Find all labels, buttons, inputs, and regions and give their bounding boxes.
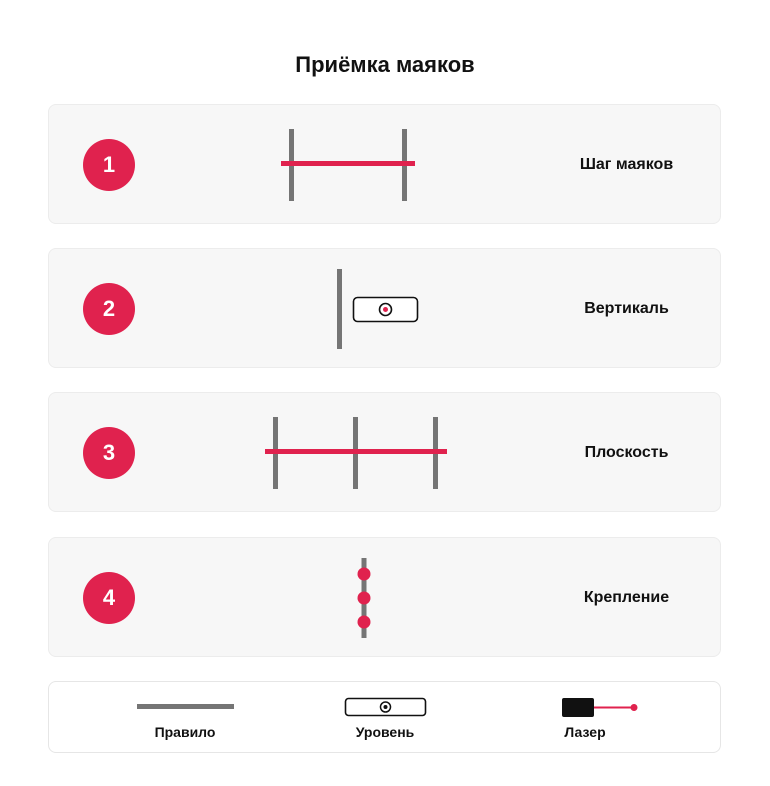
legend-item-laser: [485, 682, 685, 754]
legend-label: Лазер: [564, 724, 606, 740]
rule-icon: [85, 694, 285, 718]
step-card-1: [48, 104, 721, 224]
beacon-rail: [337, 269, 342, 349]
level-icon: [285, 694, 485, 718]
laser-line: [281, 161, 415, 166]
step-card-2: [48, 248, 721, 368]
fastening-point: [358, 592, 371, 605]
level-bubble-dot: [383, 307, 388, 312]
step-label: Крепление: [583, 589, 670, 606]
legend-item-level: [285, 682, 485, 754]
step-label: Вертикаль: [584, 300, 669, 317]
legend-label: Уровень: [355, 724, 415, 740]
laser-line: [265, 449, 447, 454]
fastening-point: [358, 568, 371, 581]
page-title: Приёмка маяков: [295, 52, 475, 77]
legend: [48, 681, 721, 753]
laser-icon: [485, 694, 685, 718]
step-number-badge: 4: [83, 572, 135, 624]
legend-label: Правило: [154, 724, 216, 740]
step-card-4: [48, 537, 721, 657]
step-label: Плоскость: [584, 444, 669, 461]
step-number-badge: 1: [83, 139, 135, 191]
fastening-point: [358, 616, 371, 629]
step-label: Шаг маяков: [579, 156, 674, 173]
legend-item-rule: [85, 682, 285, 754]
step-number-badge: 2: [83, 283, 135, 335]
step-card-3: [48, 392, 721, 512]
step-number-badge: 3: [83, 427, 135, 479]
